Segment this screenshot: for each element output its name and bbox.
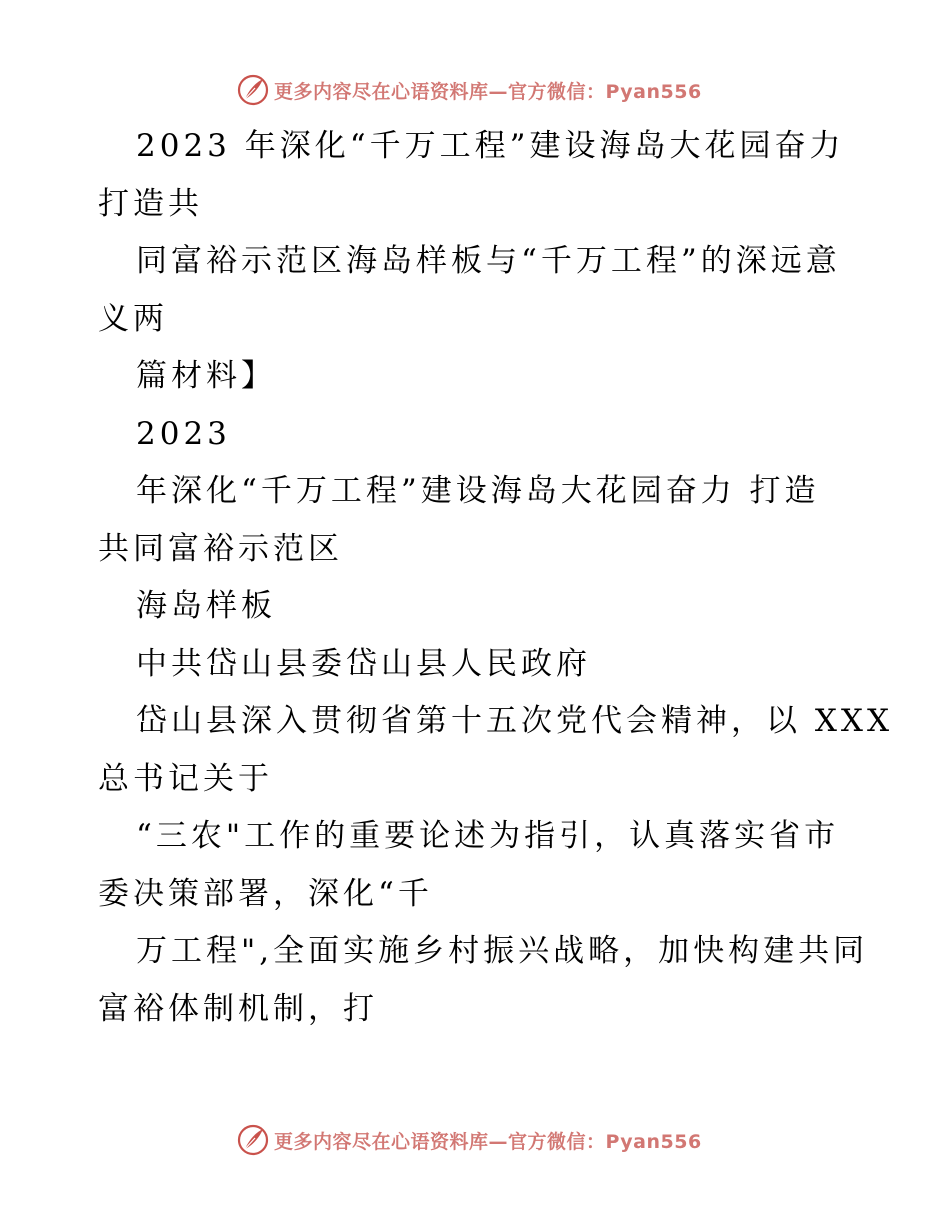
text-line: 共同富裕示范区 xyxy=(98,530,343,567)
text-line: 万工程",全面实施乡村振兴战略，加快构建共同 xyxy=(136,933,869,969)
text-line: 2023 xyxy=(136,415,231,452)
text-line: 岱山县深入贯彻省第十五次党代会精神，以 XXX xyxy=(136,703,894,739)
text-line: 委决策部署，深化“千 xyxy=(98,875,433,912)
text-line: 中共岱山县委岱山县人民政府 xyxy=(136,645,591,682)
feather-pen-icon xyxy=(236,1123,270,1157)
text-line: “三农"工作的重要论述为指引，认真落实省市 xyxy=(136,818,840,854)
document-body xyxy=(98,118,894,1038)
text-line: 篇材料】 xyxy=(136,358,276,394)
text-line: 义两 xyxy=(98,300,168,337)
text-line: 同富裕示范区海岛样板与“千万工程”的深远意 xyxy=(136,243,841,279)
text-line: 富裕体制机制，打 xyxy=(98,990,378,1027)
text-line: 打造共 xyxy=(98,185,203,222)
header-watermark xyxy=(236,72,702,108)
text-line: 海岛样板 xyxy=(136,588,276,624)
footer-watermark xyxy=(236,1122,702,1158)
feather-pen-icon xyxy=(236,73,270,107)
text-line: 2023 年深化“千万工程”建设海岛大花园奋力 xyxy=(136,128,845,164)
watermark-text: 更多内容尽在心语资料库—官方微信：Pyan556 xyxy=(274,80,702,103)
text-line: 年深化“千万工程”建设海岛大花园奋力 打造 xyxy=(136,473,820,509)
watermark-text: 更多内容尽在心语资料库—官方微信：Pyan556 xyxy=(274,1130,702,1153)
text-line: 总书记关于 xyxy=(98,760,273,797)
